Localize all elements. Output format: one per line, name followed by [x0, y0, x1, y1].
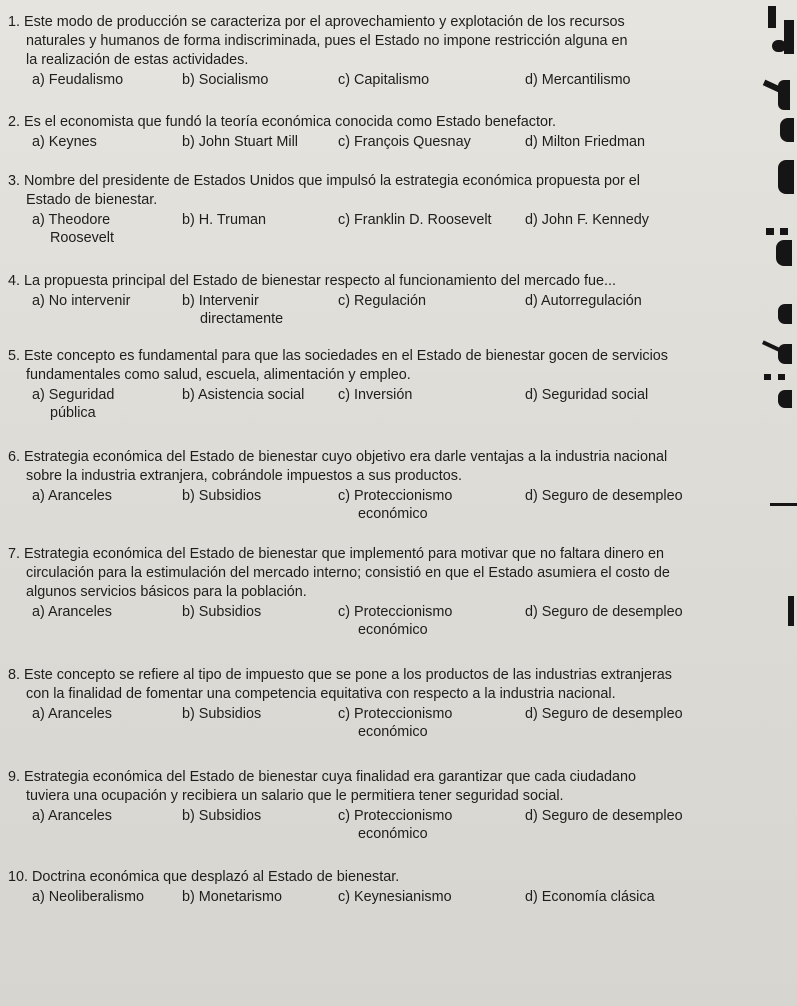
option-label: d) Mercantilismo	[525, 72, 631, 88]
question-5	[8, 347, 733, 426]
option-a[interactable]	[32, 292, 172, 310]
option-label: c) François Quesnay	[338, 134, 471, 150]
option-label: d) Economía clásica	[525, 889, 655, 905]
question-stem-line: circulación para la estimulación del mercado interno; consistió en que el Estado asumiera el costo de	[26, 565, 670, 581]
option-label: a) Neoliberalismo	[32, 889, 144, 905]
option-c[interactable]	[338, 386, 518, 404]
option-label: b) Monetarismo	[182, 889, 282, 905]
option-c[interactable]	[338, 603, 518, 639]
question-9	[8, 768, 733, 847]
question-stem-line: 8. Este concepto se refiere al tipo de impuesto que se pone a los productos de las industrias extranjeras	[8, 667, 672, 683]
option-label: a) Aranceles	[32, 604, 112, 620]
option-c[interactable]	[338, 487, 518, 523]
question-stem-line: tuviera una ocupación y recibiera un salario que le permitiera tener seguridad social.	[26, 788, 564, 804]
option-c[interactable]	[338, 211, 518, 229]
option-label-continued: directamente	[200, 311, 284, 327]
question-stem-line: algunos servicios básicos para la población.	[26, 584, 307, 600]
option-b[interactable]	[182, 705, 332, 723]
option-label: a) Aranceles	[32, 488, 112, 504]
option-label: a) Theodore	[32, 212, 111, 228]
question-1	[8, 13, 733, 111]
option-c[interactable]	[338, 888, 518, 906]
question-stem-line: naturales y humanos de forma indiscriminada, pues el Estado no impone restricción alguna en	[26, 33, 628, 49]
option-c[interactable]	[338, 292, 518, 310]
option-label: c) Proteccionismo	[338, 604, 453, 620]
option-label-continued: pública	[50, 405, 96, 421]
question-stem-line: 2. Es el economista que fundó la teoría económica conocida como Estado benefactor.	[8, 114, 556, 130]
option-label: d) Autorregulación	[525, 293, 642, 309]
option-label: c) Regulación	[338, 293, 426, 309]
option-d[interactable]	[525, 807, 735, 825]
option-label: b) Subsidios	[182, 808, 262, 824]
question-10	[8, 868, 733, 928]
question-stem-line: 3. Nombre del presidente de Estados Unidos que impulsó la estrategia económica propuesta por el	[8, 173, 640, 189]
question-6	[8, 448, 733, 527]
option-d[interactable]	[525, 705, 735, 723]
option-label: a) Keynes	[32, 134, 97, 150]
question-stem-line: 9. Estrategia económica del Estado de bienestar cuya finalidad era garantizar que cada ciudadano	[8, 769, 637, 785]
answer-options	[8, 603, 733, 643]
option-c[interactable]	[338, 133, 518, 151]
option-d[interactable]	[525, 211, 735, 229]
question-stem-line: 7. Estrategia económica del Estado de bienestar que implementó para motivar que no faltara dinero en	[8, 546, 664, 562]
option-d[interactable]	[525, 603, 735, 621]
question-8	[8, 666, 733, 745]
answer-options	[8, 211, 733, 251]
question-2	[8, 113, 733, 173]
option-label: c) Inversión	[338, 387, 413, 403]
answer-options	[8, 888, 733, 928]
option-label-continued: económico	[358, 622, 428, 638]
option-label: d) Seguro de desempleo	[525, 706, 683, 722]
answer-options	[8, 705, 733, 745]
option-a[interactable]	[32, 133, 172, 151]
option-label: a) Feudalismo	[32, 72, 124, 88]
option-label: b) Subsidios	[182, 706, 262, 722]
option-label: b) Intervenir	[182, 293, 259, 309]
option-label: d) John F. Kennedy	[525, 212, 649, 228]
option-label: a) No intervenir	[32, 293, 131, 309]
option-b[interactable]	[182, 71, 332, 89]
option-label-continued: económico	[358, 724, 428, 740]
option-b[interactable]	[182, 211, 332, 229]
option-label: b) John Stuart Mill	[182, 134, 298, 150]
option-b[interactable]	[182, 133, 332, 151]
option-label: d) Seguro de desempleo	[525, 808, 683, 824]
option-label: b) H. Truman	[182, 212, 266, 228]
answer-options	[8, 386, 733, 426]
question-stem-line: fundamentales como salud, escuela, alimentación y empleo.	[26, 367, 411, 383]
option-b[interactable]	[182, 386, 332, 404]
question-stem-line: 10. Doctrina económica que desplazó al Estado de bienestar.	[8, 869, 400, 885]
answer-options	[8, 487, 733, 527]
option-c[interactable]	[338, 71, 518, 89]
question-stem-line: Estado de bienestar.	[26, 192, 158, 208]
question-stem-line: 1. Este modo de producción se caracteriza por el aprovechamiento y explotación de los recursos	[8, 14, 625, 30]
option-label: c) Proteccionismo	[338, 488, 453, 504]
question-stem-line: 4. La propuesta principal del Estado de bienestar respecto al funcionamiento del mercado fue...	[8, 273, 616, 289]
option-label: d) Seguro de desempleo	[525, 604, 683, 620]
option-label: c) Proteccionismo	[338, 706, 453, 722]
option-label: c) Keynesianismo	[338, 889, 452, 905]
option-label: c) Capitalismo	[338, 72, 430, 88]
option-label-continued: Roosevelt	[50, 230, 114, 246]
option-b[interactable]	[182, 292, 332, 328]
option-label: d) Seguro de desempleo	[525, 488, 683, 504]
option-b[interactable]	[182, 603, 332, 621]
option-c[interactable]	[338, 705, 518, 741]
option-label: b) Socialismo	[182, 72, 269, 88]
option-b[interactable]	[182, 888, 332, 906]
option-label: b) Subsidios	[182, 604, 262, 620]
answer-options	[8, 807, 733, 847]
option-a[interactable]	[32, 211, 172, 247]
option-a[interactable]	[32, 888, 172, 906]
option-label-continued: económico	[358, 506, 428, 522]
option-b[interactable]	[182, 487, 332, 505]
option-d[interactable]	[525, 133, 735, 151]
option-label: d) Milton Friedman	[525, 134, 645, 150]
option-a[interactable]	[32, 487, 172, 505]
question-stem-line: la realización de estas actividades.	[26, 52, 249, 68]
option-d[interactable]	[525, 487, 735, 505]
option-a[interactable]	[32, 705, 172, 723]
option-b[interactable]	[182, 807, 332, 825]
option-label: c) Proteccionismo	[338, 808, 453, 824]
option-label: b) Subsidios	[182, 488, 262, 504]
option-label: a) Aranceles	[32, 706, 112, 722]
question-stem-line: 5. Este concepto es fundamental para que las sociedades en el Estado de bienestar gocen de servicios	[8, 348, 668, 364]
answer-options	[8, 292, 733, 332]
option-a[interactable]	[32, 386, 172, 422]
option-label: d) Seguridad social	[525, 387, 649, 403]
option-a[interactable]	[32, 71, 172, 89]
option-label-continued: económico	[358, 826, 428, 842]
question-4	[8, 272, 733, 332]
answer-options	[8, 133, 733, 173]
option-label: c) Franklin D. Roosevelt	[338, 212, 492, 228]
question-stem-line: 6. Estrategia económica del Estado de bienestar cuyo objetivo era darle ventajas a la industria nacional	[8, 449, 668, 465]
option-label: a) Seguridad	[32, 387, 115, 403]
answer-options	[8, 71, 733, 111]
option-label: a) Aranceles	[32, 808, 112, 824]
question-stem-line: sobre la industria extranjera, cobrándole impuestos a sus productos.	[26, 468, 462, 484]
option-label: b) Asistencia social	[182, 387, 305, 403]
option-a[interactable]	[32, 807, 172, 825]
option-d[interactable]	[525, 71, 735, 89]
option-d[interactable]	[525, 888, 735, 906]
option-d[interactable]	[525, 292, 735, 310]
question-3	[8, 172, 733, 251]
option-c[interactable]	[338, 807, 518, 843]
option-d[interactable]	[525, 386, 735, 404]
question-stem-line: con la finalidad de fomentar una competencia equitativa con respecto a la industria nacional.	[26, 686, 616, 702]
option-a[interactable]	[32, 603, 172, 621]
question-7	[8, 545, 733, 643]
